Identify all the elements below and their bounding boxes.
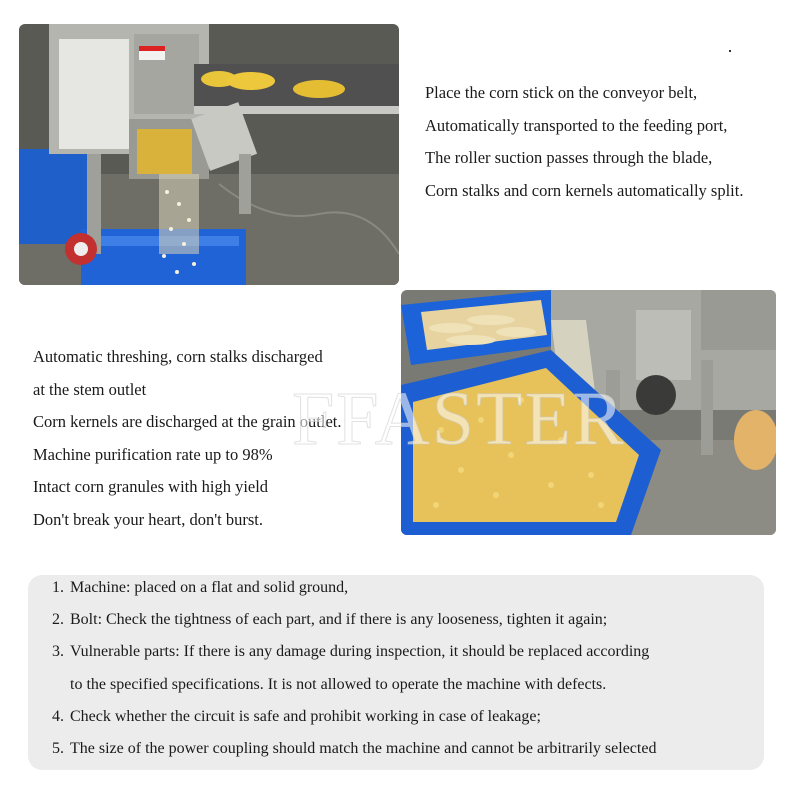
stray-dot bbox=[729, 50, 731, 52]
description-line: at the stem outlet bbox=[33, 379, 147, 399]
process-description bbox=[425, 77, 743, 207]
note-text: Vulnerable parts: If there is any damage during inspection, it should be replaced according bbox=[70, 643, 650, 660]
note-item bbox=[52, 739, 656, 759]
note-item bbox=[52, 707, 541, 727]
feature-description bbox=[33, 341, 342, 536]
watermark: FFASTER bbox=[292, 377, 626, 461]
note-text: Check whether the circuit is safe and prohibit working in case of leakage; bbox=[70, 708, 541, 725]
note-text: The size of the power coupling should match the machine and cannot be arbitrarily selected bbox=[70, 740, 657, 757]
maintenance-notes bbox=[28, 575, 764, 770]
description-line: Corn kernels are discharged at the grain outlet. bbox=[33, 412, 342, 431]
note-number: 5. bbox=[52, 740, 64, 757]
note-text: Bolt: Check the tightness of each part, and if there is any looseness, tighten it again; bbox=[70, 611, 608, 628]
description-line: Automatic threshing, corn stalks discharged bbox=[33, 347, 323, 366]
note-item bbox=[52, 578, 348, 598]
note-number: 4. bbox=[52, 708, 64, 725]
description-line: The roller suction passes through the blade, bbox=[425, 148, 713, 167]
description-line: Machine purification rate up to 98% bbox=[33, 444, 273, 464]
description-line: Place the corn stick on the conveyor belt, bbox=[425, 83, 698, 102]
corn-kernels-crate-photo bbox=[401, 290, 776, 535]
note-item bbox=[52, 610, 607, 630]
note-number: 2. bbox=[52, 611, 64, 628]
description-line: Don't break your heart, don't burst. bbox=[33, 509, 264, 529]
note-item bbox=[52, 642, 649, 662]
note-text: Machine: placed on a flat and solid ground, bbox=[70, 579, 349, 596]
note-number: 3. bbox=[52, 643, 64, 660]
machine-conveyor-photo bbox=[19, 24, 399, 285]
description-line: Corn stalks and corn kernels automatically split. bbox=[425, 180, 744, 200]
note-continuation: to the specified specifications. It is not allowed to operate the machine with defects. bbox=[70, 676, 607, 693]
note-number: 1. bbox=[52, 579, 64, 596]
description-line: Automatically transported to the feeding port, bbox=[425, 115, 728, 135]
description-line: Intact corn granules with high yield bbox=[33, 477, 269, 496]
